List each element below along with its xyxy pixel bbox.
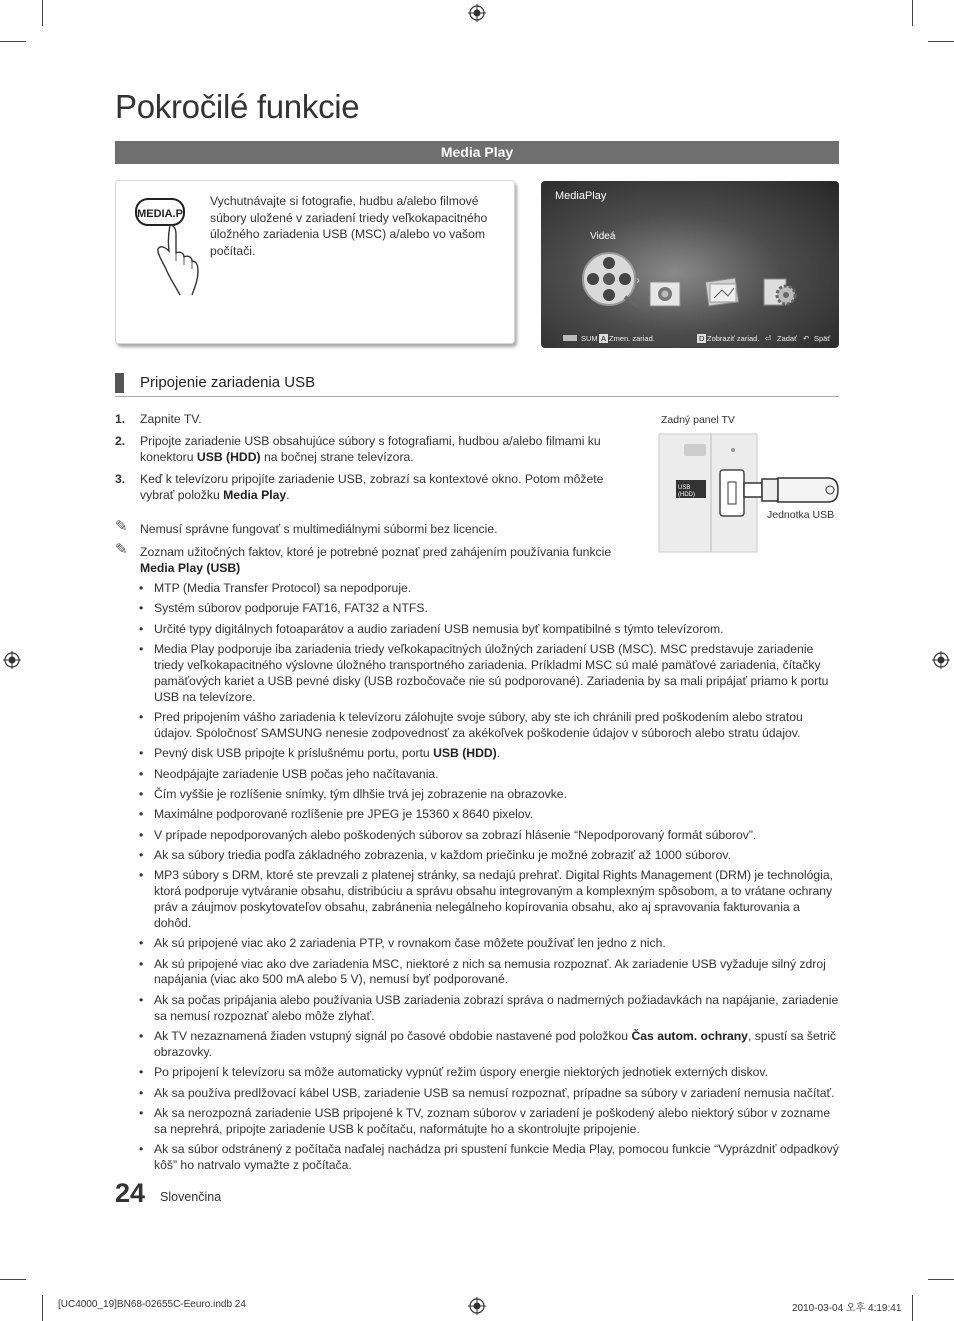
intro-text: Vychutnávajte si fotografie, hudbu a/alebo filmové súbory uložené v zariadení triedy veľkokapacitného úložného zariadenia USB (MSC) a/alebo vo vašom počítači. xyxy=(210,194,488,258)
step-text: Zapnite TV. xyxy=(140,412,202,426)
registration-mark-icon xyxy=(468,1297,486,1315)
registration-mark-icon xyxy=(468,4,486,22)
list-item: • Systém súborov podporuje FAT16, FAT32 a NTFS. xyxy=(139,601,839,617)
list-item: • Po pripojení k televízoru sa môže automaticky vypnúť režim úspory energie niektorých jednotiek externých diskov. xyxy=(139,1065,839,1081)
step-number: 1. xyxy=(115,412,126,426)
usb-storage-icon xyxy=(563,335,577,341)
list-item: • Čím vyššie je rozlíšenie snímky, tým dlhšie trvá jej zobrazenie na obrazovke. xyxy=(139,787,839,803)
step-number: 2. xyxy=(115,434,126,448)
hand-pressing-button-icon xyxy=(132,195,204,299)
list-item: • Ak TV nezaznamená žiaden vstupný signál po časové obdobie nastavené pod položkou Čas autom. ochrany, spustí sa šetrič obrazovky. xyxy=(139,1029,839,1061)
heading-marker xyxy=(115,373,124,393)
step-number: 3. xyxy=(115,472,126,486)
d-key-icon: D xyxy=(699,334,705,343)
crop-mark xyxy=(912,0,913,26)
film-reel-icon xyxy=(581,249,641,309)
note-pencil-icon: ✎ xyxy=(115,518,128,535)
footer-file-info: [UC4000_19]BN68-02655C-Eeuro.indb 24 xyxy=(58,1299,246,1310)
step-text: Keď k televízoru pripojíte zariadenie USB, zobrazí sa kontextové okno. Potom môžete vybrať položku Media Play. xyxy=(140,472,604,502)
page-number: 24 xyxy=(115,1178,146,1208)
setup-gear-icon xyxy=(762,273,800,309)
crop-mark xyxy=(0,41,26,42)
list-item: • Ak sú pripojené viac ako dve zariadenia MSC, niektoré z nich sa nemusia rozpoznať. Ak zariadenie USB vyžaduje silný zdroj napájania (viac ako 500 mA alebo 5 V), nemusí byť podporované. xyxy=(139,957,839,989)
step-text: Pripojte zariadenie USB obsahujúce súbory s fotografiami, hudbou a/alebo filmami ku konektoru USB (HDD) na bočnej strane televízora. xyxy=(140,434,601,464)
list-item: • MTP (Media Transfer Protocol) sa nepodporuje. xyxy=(139,581,839,597)
note-pencil-icon: ✎ xyxy=(115,541,128,558)
crop-mark xyxy=(928,1279,954,1280)
crop-mark xyxy=(912,1295,913,1321)
note-text: Nemusí správne fungovať s multimediálnymi súbormi bez licencie. xyxy=(140,522,498,536)
page-language: Slovenčina xyxy=(160,1190,222,1204)
usage-facts-list xyxy=(139,581,839,1178)
enter-label: Zadať xyxy=(777,334,797,343)
enter-icon: ⏎ xyxy=(765,334,772,343)
list-item: • Pevný disk USB pripojte k príslušnému portu, portu USB (HDD). xyxy=(139,746,839,762)
subsection-title: Pripojenie zariadenia USB xyxy=(140,374,316,391)
crop-mark xyxy=(0,1279,26,1280)
back-label: Späť xyxy=(814,334,831,343)
list-item: • Určité typy digitálnych fotoaparátov a audio zariadení USB nemusia byť kompatibilné s týmto televízorom. xyxy=(139,622,839,638)
show-device-label: Zobraziť zariad. xyxy=(707,334,760,343)
crop-mark xyxy=(928,41,954,42)
section-header: Media Play xyxy=(115,141,839,164)
list-item: • Neodpájajte zariadenie USB počas jeho načítavania. xyxy=(139,767,839,783)
usb-device-label: Jednotka USB xyxy=(767,509,835,521)
list-item: • Pred pripojením vášho zariadenia k televízoru zálohujte svoje súbory, aby ste ich chránili pred poškodením alebo stratou údajov. Spoločnosť SAMSUNG nenesie zodpovednosť za akékoľvek poškodenie údajov v súboroch alebo stratu údajov. xyxy=(139,710,839,742)
list-item: • Maximálne podporované rozlíšenie pre JPEG je 15360 x 8640 pixelov. xyxy=(139,807,839,823)
crop-mark xyxy=(42,0,43,26)
list-item: • Ak sú pripojené viac ako 2 zariadenia PTP, v rovnakom čase môžete používať len jedno z nich. xyxy=(139,936,839,952)
crop-mark xyxy=(42,1295,43,1321)
mediaplay-screen-title: MediaPlay xyxy=(555,190,607,202)
usb-connection-diagram xyxy=(658,412,848,557)
videos-label: Videá xyxy=(590,231,616,242)
list-item: • Media Play podporuje iba zariadenia triedy veľkokapacitných úložných zariadení USB (MSC). MSC predstavuje zariadenie triedy veľkokapacitného výslovne úložného transportného zariadenia. Príkladmi MSC sú malé pamäťové zariadenia, čítačky pamäťových kariet a USB pevné disky (USB rozbočovače nie sú podporované). Zariadenia by sa mali pripájať priamo k portu USB na televízore. xyxy=(139,642,839,705)
list-item: • Ak sa súbor odstránený z počítača naďalej nachádza pri spustení funkcie Media Play, pomocou funkcie “Vyprázdniť odpadkový kôš” ho natrvalo vymažte z počítača. xyxy=(139,1142,839,1174)
photos-icon xyxy=(648,276,684,308)
mediaplay-control-bar xyxy=(541,328,839,348)
media-p-button-label: MEDIA.P xyxy=(137,208,183,220)
intro-box xyxy=(115,180,515,344)
footer-date: 2010-03-04 오후 4:19:41 xyxy=(792,1303,902,1314)
note-text: Zoznam užitočných faktov, ktoré je potrebné poznať pred zahájením používania funkcie Media Play (USB) xyxy=(140,545,612,575)
registration-mark-icon xyxy=(3,651,21,669)
rear-panel-label: Zadný panel TV xyxy=(661,414,735,426)
subsection-heading xyxy=(115,372,839,397)
music-icon xyxy=(704,276,742,308)
a-key-icon: A xyxy=(601,334,607,343)
list-item: • Ak sa používa predlžovací kábel USB, zariadenie USB sa nemusí rozpoznať, prípadne sa súbory v zariadení nemusia načítať. xyxy=(139,1086,839,1102)
sum-label: SUM xyxy=(581,334,598,343)
usb-hdd-port-label: USB (HDD) xyxy=(678,485,695,498)
page-title: Pokročilé funkcie xyxy=(115,88,360,125)
chevron-right-icon: › xyxy=(636,273,640,287)
change-device-label: Zmen. zariad. xyxy=(609,334,655,343)
mediaplay-screenshot xyxy=(541,181,839,348)
list-item: • MP3 súbory s DRM, ktoré ste prevzali z platenej stránky, sa nedajú prehrať. Digital Rights Management (DRM) je technológia, ktorá podporuje vytváranie obsahu, distribúciu a správu obsahu integrovaným a komplexným spôsobom, a to vrátane ochrany práv a záujmov poskytovateľov obsahu, zabránenia nelegálneho kopírovania obsahu, ako aj spravovania fakturovania a dohôd. xyxy=(139,868,839,931)
return-icon: ↶ xyxy=(803,334,810,343)
list-item: • Ak sa súbory triedia podľa základného zobrazenia, v každom priečinku je možné zobraziť až 1000 súborov. xyxy=(139,848,839,864)
list-item: • Ak sa počas pripájania alebo používania USB zariadenia zobrazí správa o nadmerných požiadavkách na napájanie, zariadenie sa nemusí rozpoznať alebo môže zlyhať. xyxy=(139,993,839,1025)
list-item: • V prípade nepodporovaných alebo poškodených súborov sa zobrazí hlásenie “Nepodporovaný formát súborov”. xyxy=(139,828,839,844)
registration-mark-icon xyxy=(932,651,950,669)
list-item: • Ak sa nerozpozná zariadenie USB pripojené k TV, zoznam súborov v zariadení je poškodený alebo niektorý súbor v zozname sa neprehrá, pripojte zariadenie USB k počítaču, naformátujte ho a skontrolujte pripojenie. xyxy=(139,1106,839,1138)
